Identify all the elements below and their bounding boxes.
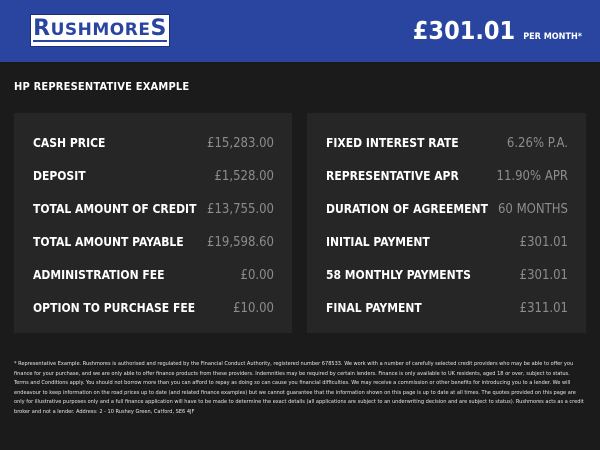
row-label: DURATION OF AGREEMENT [326,202,488,216]
row-label: TOTAL AMOUNT PAYABLE [33,235,184,249]
logo-text: RUSHMORES [33,16,167,41]
row-apr [307,166,586,186]
row-initial-payment [307,232,586,252]
finance-panel-left [14,113,292,333]
rushmores-logo[interactable] [30,14,170,47]
row-value: 6.26% P.A. [506,135,568,151]
row-total-credit [14,199,292,219]
row-label: 58 MONTHLY PAYMENTS [326,268,471,282]
row-value: £15,283.00 [207,135,274,151]
row-value: £10.00 [233,300,274,316]
finance-panel-right [307,113,586,333]
row-label: FINAL PAYMENT [326,301,422,315]
row-option-fee [14,298,292,318]
row-label: ADMINISTRATION FEE [33,268,165,282]
row-total-payable [14,232,292,252]
row-duration [307,199,586,219]
section-title: HP REPRESENTATIVE EXAMPLE [14,80,190,93]
row-label: CASH PRICE [33,136,106,150]
row-value: £311.01 [519,300,568,316]
per-month-label: PER MONTH* [523,32,582,42]
row-value: £301.01 [519,267,568,283]
row-label: FIXED INTEREST RATE [326,136,459,150]
row-value: £13,755.00 [207,201,274,217]
row-value: £19,598.60 [207,234,274,250]
row-label: TOTAL AMOUNT OF CREDIT [33,202,197,216]
row-admin-fee [14,265,292,285]
row-final-payment [307,298,586,318]
row-label: INITIAL PAYMENT [326,235,430,249]
row-value: 11.90% APR [496,168,568,184]
row-label: DEPOSIT [33,169,86,183]
row-label: REPRESENTATIVE APR [326,169,459,183]
disclaimer-text: * Representative Example. Rushmores is authorised and regulated by the Financial Conduct Authority, registered number 678533. We work with a number of carefully selected credit providers who may be able to offer you finance for your purchase, and we are only able to offer finance products from these providers. Indemnities may be required by certain lenders. Finance is only available to UK residents, aged 18 or over, subject to status. Terms and Conditions apply. You should not borrow more than you can afford to repay as doing so can cause you financial difficulties. We may receive a commission or other benefits for introducing you to a lender. We will endeavour to keep information on the road prices up to date (and related finance examples) but we cannot guarantee that the information shown on this page is up to date at all times. The quotes provided on this page are only for illustrative purposes only and a full finance application will have to be made to determine the exact details (all applications are subject to an underwriting decision and are subject to status). Rushmores acts as a credit broker and not a lender. Address: 2 - 10 Rushey Green, Catford, SE6 4JF [14,361,584,415]
row-deposit [14,166,292,186]
row-monthly-payments [307,265,586,285]
row-cash-price [14,133,292,153]
row-value: £1,528.00 [214,168,274,184]
header-bar [0,0,600,62]
row-interest-rate [307,133,586,153]
monthly-price: £301.01 [412,16,516,45]
monthly-price-display [413,16,582,45]
row-value: £0.00 [240,267,274,283]
row-label: OPTION TO PURCHASE FEE [33,301,196,315]
row-value: £301.01 [519,234,568,250]
row-value: 60 MONTHS [497,201,568,217]
